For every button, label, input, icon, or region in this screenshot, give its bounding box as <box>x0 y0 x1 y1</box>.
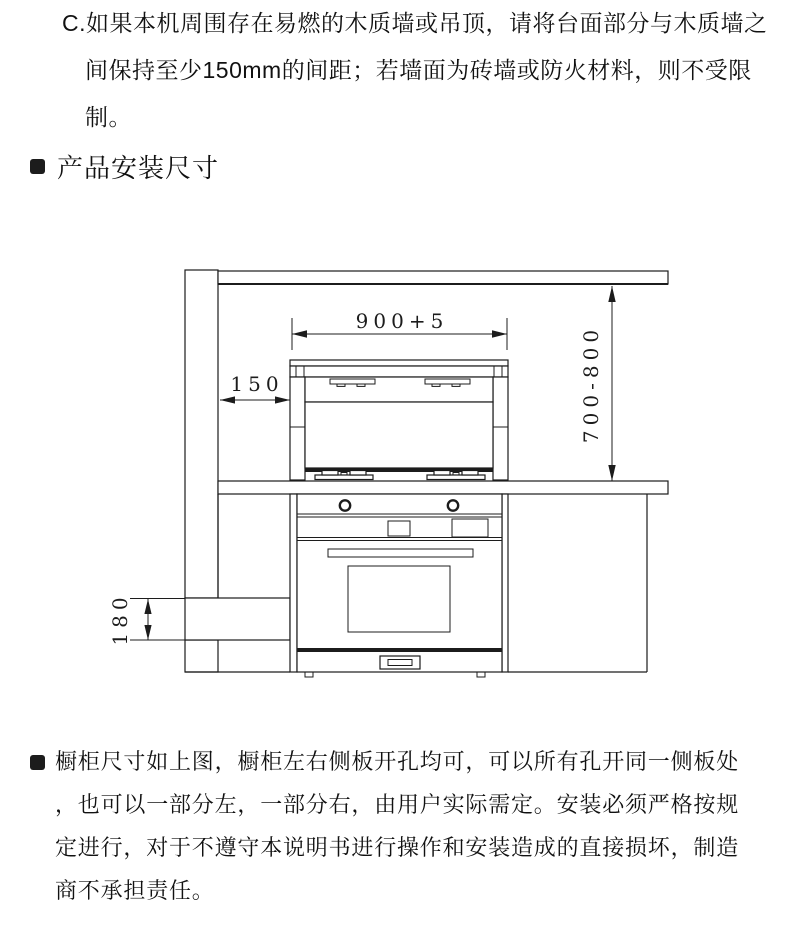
dim-label-base-recess: 180 <box>108 592 132 646</box>
dim-label-hood-width: 900+5 <box>355 309 449 333</box>
left-cabinet <box>185 494 290 672</box>
note-line: 橱柜尺寸如上图，橱柜左右侧板开孔均可，可以所有孔开同一侧板处 <box>55 749 740 774</box>
stove-oven-unit <box>290 494 508 677</box>
cabinet-note <box>55 740 755 912</box>
bullet-square-icon <box>30 755 45 775</box>
ceiling-shelf <box>218 271 668 284</box>
installation-diagram <box>100 260 680 690</box>
note-line: 间保持至少150mm的间距；若墙面为砖墙或防火材料，则不受限 <box>85 57 752 83</box>
note-line: C.如果本机周围存在易燃的木质墙或吊顶，请将台面部分与木质墙之 <box>62 10 768 36</box>
dim-base-recess <box>108 592 185 645</box>
fire-safety-note <box>62 0 772 141</box>
installation-drawing <box>100 260 680 690</box>
right-cabinet <box>508 494 647 672</box>
dim-label-install-height: 700-800 <box>579 324 603 444</box>
dim-label-wall-clearance: 150 <box>230 372 284 396</box>
range-hood <box>290 360 508 480</box>
countertop <box>218 481 668 494</box>
note-line: 制。 <box>85 104 132 130</box>
dim-hood-width <box>292 309 507 350</box>
note-line: 商不承担责任。 <box>55 878 215 903</box>
base-recess <box>185 598 290 640</box>
stove-foot-left <box>305 672 313 677</box>
section-heading <box>30 149 219 183</box>
note-line: ，也可以一部分左，一部分右，由用户实际需定。安装必须严格按规 <box>55 792 740 817</box>
dim-install-height <box>579 286 616 481</box>
bullet-square-icon <box>30 159 45 174</box>
dim-wall-clearance <box>220 372 290 404</box>
drawer-handle <box>380 656 420 669</box>
note-line: 定进行，对于不遵守本说明书进行操作和安装造成的直接损坏，制造 <box>55 835 740 860</box>
section-title: 产品安装尺寸 <box>57 152 220 183</box>
stove-foot-right <box>477 672 485 677</box>
